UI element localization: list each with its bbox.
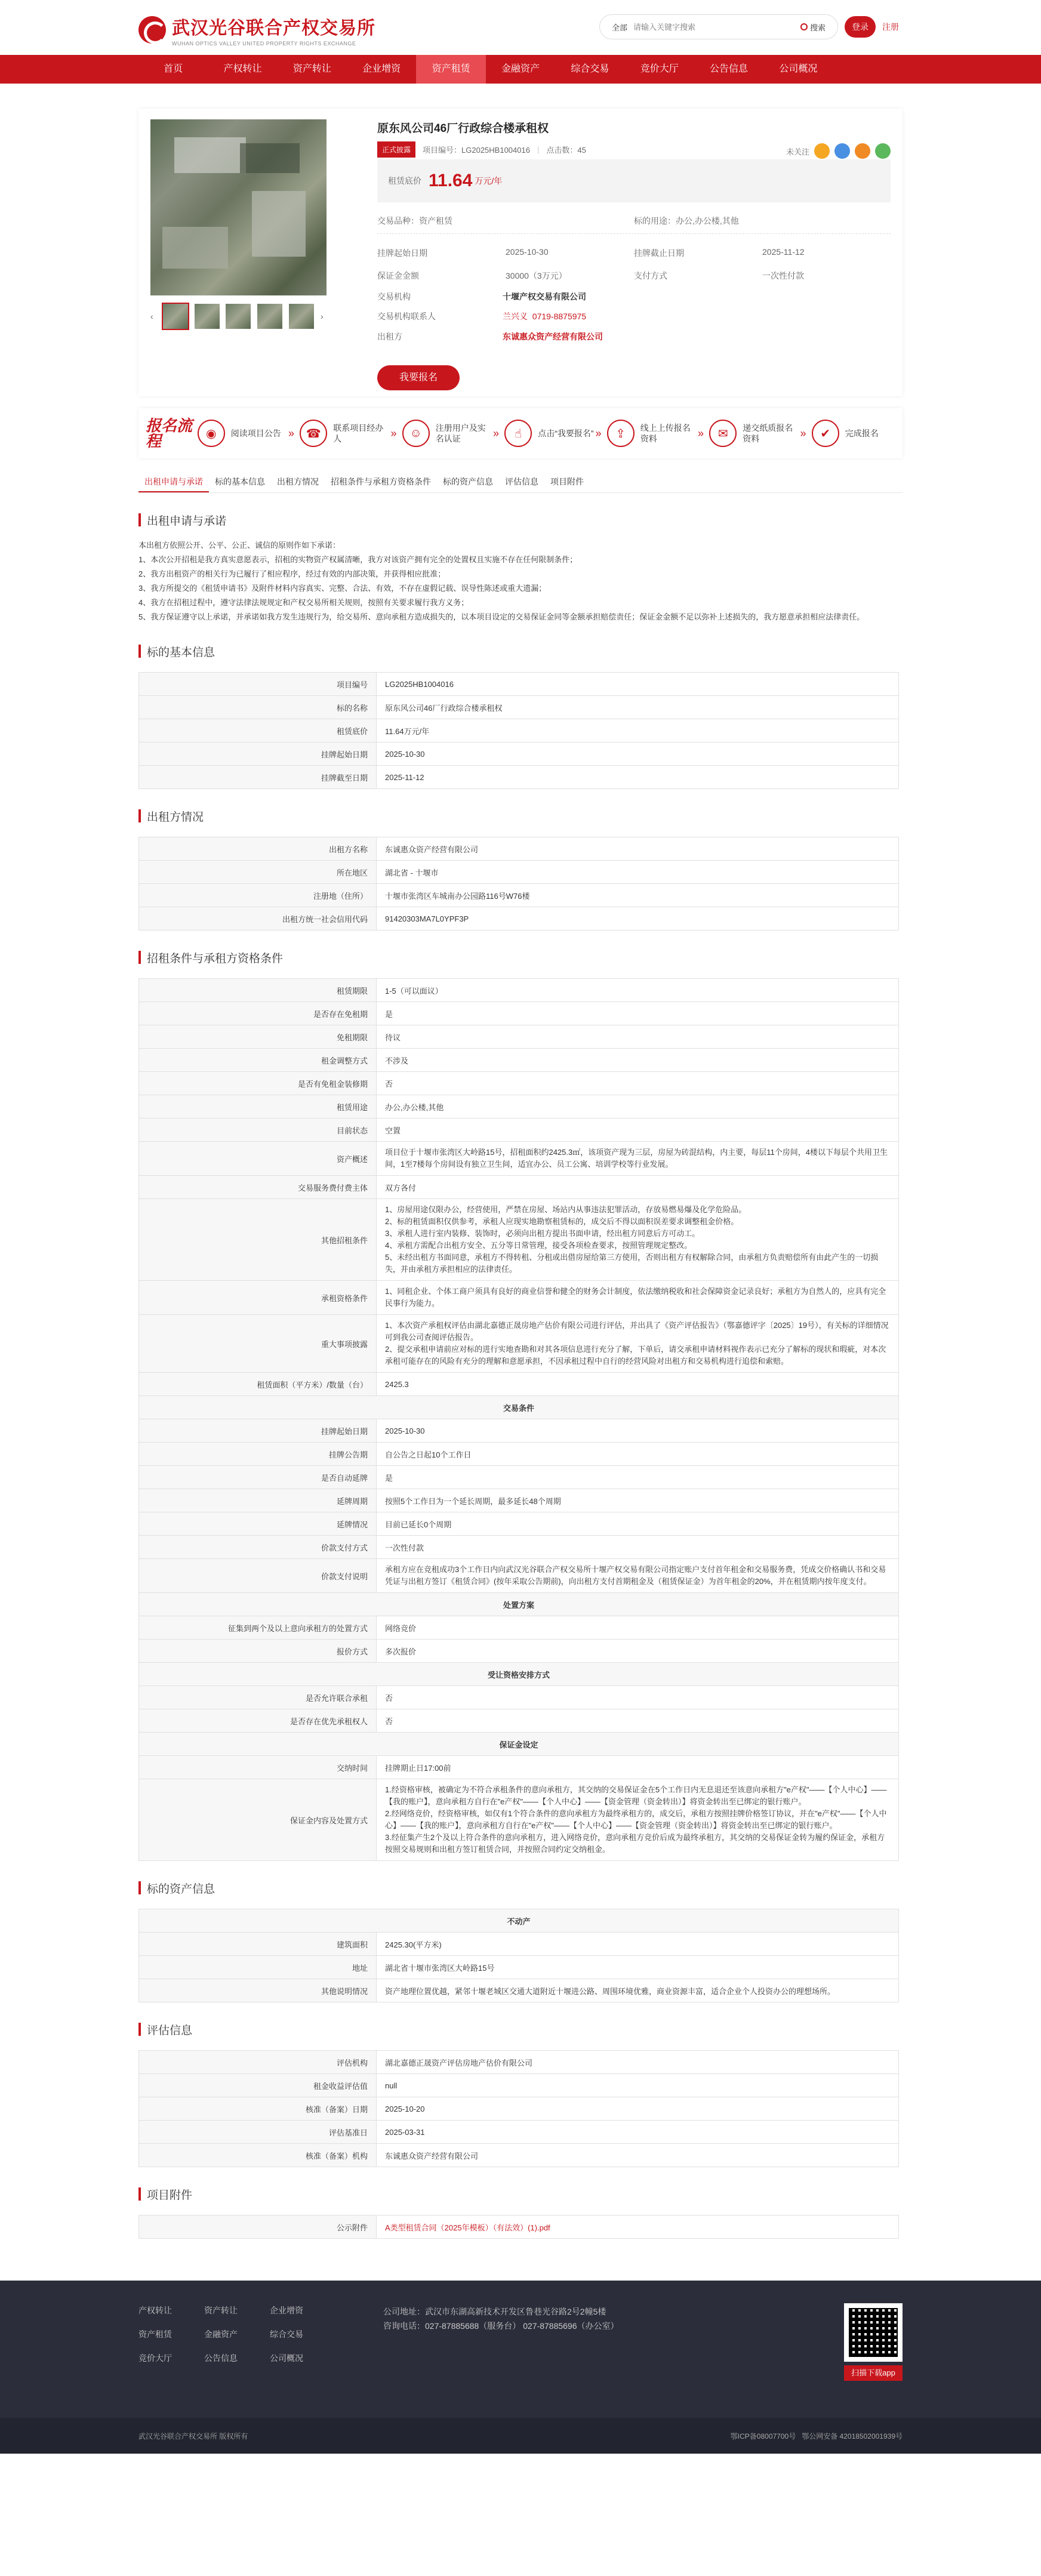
table-key: 是否自动延牌	[139, 1466, 377, 1489]
nav-item[interactable]: 产权转让	[223, 64, 262, 74]
table-value: 湖北省十堰市张湾区大岭路15号	[377, 1956, 899, 1979]
use-value: 办公,办公楼,其他	[676, 216, 739, 226]
table-row	[139, 1025, 899, 1049]
table-row	[139, 1779, 899, 1861]
table-key: 挂牌截至日期	[139, 766, 377, 789]
contact-name: 兰兴义	[503, 312, 528, 321]
search-type-select[interactable]: 全部	[612, 23, 628, 32]
download-app-button[interactable]: 扫描下载app	[844, 2365, 903, 2381]
collect-button[interactable]: 未关注	[786, 147, 809, 156]
table-value: 原东风公司46厂行政综合楼承租权	[377, 696, 899, 719]
footer-phone: 咨询电话：027-87885688（服务台） 027-87885696（办公室）	[383, 2321, 619, 2331]
table-key: 交纳时间	[139, 1756, 377, 1779]
table-key: 其他说明情况	[139, 1979, 377, 2002]
nav-item[interactable]: 公告信息	[710, 64, 749, 74]
table-key: 租金收益评估值	[139, 2074, 377, 2097]
table-value: 1、本次资产承租权评估由湖北嘉德正晟房地产估价有限公司进行评估，并出具了《资产评估报告》（鄂嘉德评字〔2025〕19号），有关标的详细情况可到我公司查阅评估报告。 2、提交承租申请前应对标的进行实地查勘和对其各项信息进行充分了解，下单后，请交承租申请材料视作表示已充分了解标的现状和瑕疵，对本次承租可能存在的风险有充分的理解和意愿承担，不因承租过程中自行的经营风险对出租方和交易机构进行追偿和索赔。	[377, 1315, 899, 1373]
table-value: 按照5个工作日为一个延长周期，最多延长48个周期	[377, 1489, 899, 1512]
nav-item[interactable]: 金融资产	[501, 64, 540, 74]
table-value: 网络竞价	[377, 1616, 899, 1640]
table-key: 挂牌起始日期	[139, 742, 377, 766]
table-value: 一次性付款	[377, 1536, 899, 1559]
table-row	[139, 1095, 899, 1118]
end-date-label: 挂牌截止日期	[634, 248, 684, 258]
section-conditions	[138, 948, 903, 1861]
main-nav	[0, 55, 1041, 84]
pay-method-label: 支付方式	[634, 271, 667, 281]
table-value: 是	[377, 1002, 899, 1025]
weibo-share-icon[interactable]	[834, 143, 850, 159]
table-value: 目前已延长0个周期	[377, 1512, 899, 1536]
footer-link[interactable]: 竞价大厅	[138, 2353, 172, 2363]
table-key: 重大事项披露	[139, 1315, 377, 1373]
table-row	[139, 1616, 899, 1640]
promise-line: 4、我方在招租过程中，遵守法律法规规定和产权交易所相关规则，按照有关要求履行我方义务；	[138, 598, 469, 607]
project-detail: ‹ › 原东风公司46厂行政综合楼承租权 正式披露 项目编号：LG2025HB1004016 | 点击数：45 未关注 租赁底价 11.64 万元/年 交易品种：资产租赁 标的用途：办公,办公楼,其他 挂牌起始日期 2025-10-30 挂牌截止日期 2025-11-12 保证金金额 30000（3万元） 支付方式 一次性付款 交易机构 十堰产权交易有限公司 交易机构联系人 兰兴义 0719-8875975 出租方 东诚惠众资产经营有限公司 我要报名	[138, 109, 903, 396]
apply-process	[138, 408, 903, 458]
table-key: 租赁底价	[139, 719, 377, 742]
table-row	[139, 1640, 899, 1663]
nav-item[interactable]: 竞价大厅	[640, 64, 679, 74]
footer-link[interactable]: 产权转让	[138, 2306, 172, 2315]
process-step-icon: ⇪	[607, 420, 635, 447]
logo-title: 武汉光谷联合产权交易所	[172, 19, 375, 38]
copyright: 武汉光谷联合产权交易所 版权所有	[138, 2432, 248, 2441]
table-row	[139, 719, 899, 742]
table-value: 湖北嘉德正晟资产评估房地产估价有限公司	[377, 2051, 899, 2074]
table-key: 租金调整方式	[139, 1049, 377, 1072]
table-value: 11.64万元/年	[377, 719, 899, 742]
table-key: 出租方名称	[139, 837, 377, 861]
wechat-share-icon[interactable]	[875, 143, 891, 159]
nav-item[interactable]: 资产租赁	[416, 55, 485, 84]
section-title: 评估信息	[147, 2024, 193, 2037]
table-value: 空置	[377, 1118, 899, 1142]
trade-type-value: 资产租赁	[419, 216, 452, 226]
logo-icon	[138, 16, 166, 44]
table-row	[139, 1315, 899, 1373]
table-value: 2425.30(平方米)	[377, 1933, 899, 1956]
tab-item[interactable]: 评估信息	[505, 477, 538, 486]
lessor-label: 出租方	[377, 332, 402, 341]
share-bar	[786, 143, 891, 159]
promise-line: 本出租方依照公开、公平、公正、诚信的原则作如下承诺：	[138, 541, 341, 550]
process-step-label: 联系项目经办人	[333, 423, 384, 443]
table-key: 是否存在免租期	[139, 1002, 377, 1025]
status-badge: 正式披露	[377, 141, 415, 158]
thumb-prev-icon[interactable]: ‹	[150, 312, 153, 321]
table-key: 其他招租条件	[139, 1199, 377, 1281]
search-box	[599, 14, 838, 39]
nav-item[interactable]: 首页	[164, 64, 183, 74]
table-key: 资产概述	[139, 1142, 377, 1176]
table-group-header: 保证金设定	[139, 1733, 899, 1756]
table-value: 否	[377, 1709, 899, 1733]
promise-line: 1、本次公开招租是我方真实意愿表示，招租的实物资产权属清晰，我方对该资产拥有完全的处置权且实施不存在任何限制条件；	[138, 555, 578, 564]
project-number: 项目编号：LG2025HB1004016	[423, 146, 530, 155]
process-step-icon: ✔	[812, 420, 839, 447]
lessor-value: 东诚惠众资产经营有限公司	[503, 332, 603, 341]
table-value	[377, 2216, 899, 2239]
tab-item[interactable]: 出租申请与承诺	[138, 470, 209, 492]
table-key: 报价方式	[139, 1640, 377, 1663]
arrow-icon: »	[697, 427, 704, 439]
table-value: 东诚惠众资产经营有限公司	[377, 2144, 899, 2167]
section-title: 招租条件与承租方资格条件	[147, 952, 284, 965]
search-input[interactable]	[633, 23, 789, 32]
table-value: 是	[377, 1466, 899, 1489]
table-row	[139, 1512, 899, 1536]
process-step-icon: ☝	[504, 420, 532, 447]
contact-phone[interactable]: 0719-8875975	[532, 312, 587, 321]
section-title: 标的基本信息	[147, 646, 215, 659]
section-title: 标的资产信息	[147, 1882, 215, 1896]
footer-link[interactable]: 资产租赁	[138, 2330, 172, 2339]
nav-item[interactable]: 企业增资	[362, 64, 401, 74]
table-row	[139, 2074, 899, 2097]
tab-item[interactable]: 出租方情况	[277, 477, 319, 486]
process-step-icon: ☎	[300, 420, 327, 447]
table-row	[139, 696, 899, 719]
table-key: 延牌周期	[139, 1489, 377, 1512]
table-row	[139, 1663, 899, 1686]
thumbnail[interactable]	[257, 304, 282, 329]
qzone-share-icon[interactable]	[855, 143, 870, 159]
section-promise	[138, 511, 903, 624]
table-row	[139, 837, 899, 861]
table-value: 1.经资格审核，被确定为不符合承租条件的意向承租方，其交纳的交易保证金在5个工作日内无息退还至该意向承租方"e产权"——【个人中心】——【我的账户】，意向承租方自行在"e产权"——【个人中心】——【资金管理（资金转出）】将资金转出至已绑定的银行账户。 2.经网络竞价，经资格审核，如仅有1个符合条件的意向承租方为最终承租方的，成交后，承租方按照挂牌价格签订协议，并在"e产权"——【个人中心】——【我的账户】，意向承租方自行在"e产权"——【个人中心】——【资金管理（资金转出）】将资金转出至已绑定的银行账户。 3.经征集产生2个及以上符合条件的意向承租方，进入网络竞价，意向承租方竞价后成为最终承租方，其交纳的交易保证金转为履约保证金，承租方按照交易规则和出租方签订租赁合同，并按照合同约定交纳租金。	[377, 1779, 899, 1861]
table-key: 目前状态	[139, 1118, 377, 1142]
app-qr-code	[844, 2303, 903, 2362]
arrow-icon: »	[492, 427, 499, 439]
table-row	[139, 2051, 899, 2074]
process-step	[709, 420, 800, 447]
table-value: 东诚惠众资产经营有限公司	[377, 837, 899, 861]
thumbnail-strip	[150, 304, 327, 329]
section-basic	[138, 642, 903, 789]
footer-links	[138, 2304, 335, 2364]
thumbnail[interactable]	[195, 304, 220, 329]
end-date-value: 2025-11-12	[762, 247, 805, 257]
thumbnail[interactable]	[289, 304, 314, 329]
footer-link[interactable]: 企业增资	[270, 2306, 303, 2315]
table-row	[139, 1142, 899, 1176]
section-asset	[138, 1879, 903, 2002]
table-row	[139, 1419, 899, 1443]
table-row	[139, 1593, 899, 1616]
table-key: 建筑面积	[139, 1933, 377, 1956]
site-logo[interactable]	[138, 13, 375, 47]
table-value: 办公,办公楼,其他	[377, 1095, 899, 1118]
process-step	[198, 420, 288, 447]
table-value: LG2025HB1004016	[377, 673, 899, 696]
table-row	[139, 861, 899, 884]
table-value: 2025-10-30	[377, 1419, 899, 1443]
arrow-icon: »	[595, 427, 602, 439]
table-key: 注册地（住所）	[139, 884, 377, 907]
table-key: 保证金内容及处置方式	[139, 1779, 377, 1861]
footer-link[interactable]: 金融资产	[204, 2330, 238, 2339]
table-row	[139, 907, 899, 930]
site-header	[0, 0, 1041, 55]
tab-item[interactable]: 标的基本信息	[215, 477, 265, 486]
table-value: 2025-11-12	[377, 766, 899, 789]
table-value: 1、房屋用途仅限办公，经营使用，严禁在房屋、场站内从事违法犯罪活动，存放易燃易爆及化学危险品。 2、标的租赁面积仅供参考，承租人应现实地勘察租赁标的，成交后不得以面积误差要求调整租金价格。 3、承租人进行室内装修、装饰时，必须向出租方提出书面申请，经出租方同意后方可动工。 4、承租方需配合出租方安全、五分等日常管理，接受各项检查要求，按照管理规定整改。 5、未经出租方书面同意，承租方不得转租、分租或出借房屋给第三方使用，否则出租方有权解除合同，由承租方负责赔偿所有由此产生的一切损失，并由承租方承担相应的法律责任。	[377, 1199, 899, 1281]
table-value: 不涉及	[377, 1049, 899, 1072]
qq-share-icon[interactable]	[814, 143, 830, 159]
section-title: 出租方情况	[147, 811, 204, 824]
process-step-label: 递交纸质报名资料	[743, 423, 793, 443]
table-row	[139, 1709, 899, 1733]
table-key: 地址	[139, 1956, 377, 1979]
footer-address: 公司地址：武汉市东湖高新技术开发区鲁巷光谷路2号2幢5楼	[383, 2307, 606, 2316]
table-key: 所在地区	[139, 861, 377, 884]
table-row	[139, 1072, 899, 1095]
table-row	[139, 2144, 899, 2167]
process-step	[300, 420, 390, 447]
footer-link[interactable]: 公司概况	[270, 2353, 303, 2363]
tab-item[interactable]: 项目附件	[550, 477, 584, 486]
start-date-label: 挂牌起始日期	[377, 248, 427, 258]
table-row	[139, 1909, 899, 1933]
table-row	[139, 1373, 899, 1396]
table-row	[139, 884, 899, 907]
table-key: 是否允许联合承租	[139, 1686, 377, 1709]
process-step	[402, 420, 493, 447]
table-row	[139, 1176, 899, 1199]
table-key: 交易服务费付费主体	[139, 1176, 377, 1199]
table-row	[139, 2121, 899, 2144]
process-step-label: 完成报名	[845, 429, 879, 438]
table-key: 承租资格条件	[139, 1281, 377, 1315]
table-row	[139, 1002, 899, 1025]
table-value: 1、同租企业、个体工商户须具有良好的商业信誉和健全的财务会计制度，依法缴纳税收和社会保障资金记录良好；承租方为自然人的，应具有完全民事行为能力。	[377, 1281, 899, 1315]
process-step-label: 线上上传报名资料	[640, 423, 691, 443]
table-value: 挂牌期止日17:00前	[377, 1756, 899, 1779]
thumbnail[interactable]	[163, 304, 188, 329]
process-step-icon: ✉	[709, 420, 737, 447]
price-label: 租赁底价	[388, 176, 421, 186]
section-lessor	[138, 807, 903, 930]
table-value: null	[377, 2074, 899, 2097]
promise-line: 2、我方出租资产的相关行为已履行了相应程序，经过有效的内部决策，并获得相应批准；	[138, 569, 446, 578]
table-key: 标的名称	[139, 696, 377, 719]
table-key: 价款支付说明	[139, 1559, 377, 1593]
project-title: 原东风公司46厂行政综合楼承租权	[377, 122, 549, 135]
table-key: 评估机构	[139, 2051, 377, 2074]
table-key: 公示附件	[139, 2216, 377, 2239]
table-key: 出租方统一社会信用代码	[139, 907, 377, 930]
footer-bottom	[0, 2418, 1041, 2454]
table-row	[139, 1281, 899, 1315]
table-value: 湖北省 - 十堰市	[377, 861, 899, 884]
table-key: 租赁面积（平方米）/数量（台）	[139, 1373, 377, 1396]
process-title: 报名流程	[146, 417, 193, 450]
footer-link[interactable]: 综合交易	[270, 2330, 303, 2339]
search-icon	[800, 23, 808, 30]
table-row	[139, 1933, 899, 1956]
process-step-icon: ☺	[402, 420, 430, 447]
logo-subtitle: WUHAN OPTICS VALLEY UNITED PROPERTY RIGHTS EXCHANGE	[172, 41, 356, 47]
table-value: 否	[377, 1072, 899, 1095]
table-row	[139, 1443, 899, 1466]
table-key: 价款支付方式	[139, 1536, 377, 1559]
table-group-header: 处置方案	[139, 1593, 899, 1616]
table-key: 项目编号	[139, 673, 377, 696]
use-label: 标的用途：	[634, 216, 676, 226]
table-row	[139, 979, 899, 1002]
table-key: 征集到两个及以上意向承租方的处置方式	[139, 1616, 377, 1640]
table-key: 是否有免租金装修期	[139, 1072, 377, 1095]
trade-type-label: 交易品种：	[377, 216, 419, 226]
table-value: 资产地理位置优越，紧邻十堰老城区交通大道附近十堰进公路、周围环境优雅，商业资源丰富，适合企业个人投资办公的理想场所。	[377, 1979, 899, 2002]
process-step-icon: ◉	[198, 420, 225, 447]
register-button[interactable]: 注册	[882, 22, 899, 32]
table-value: 否	[377, 1686, 899, 1709]
nav-item[interactable]: 资产转让	[292, 64, 331, 74]
process-step	[607, 420, 698, 447]
table-key: 核准（备案）机构	[139, 2144, 377, 2167]
price-unit: 万元/年	[475, 176, 503, 186]
org-value: 十堰产权交易有限公司	[503, 292, 586, 301]
detail-tabs	[138, 470, 903, 493]
table-group-header: 交易条件	[139, 1396, 899, 1419]
deposit-label: 保证金金额	[377, 271, 419, 281]
price-bar	[377, 159, 891, 202]
table-value: 双方各付	[377, 1176, 899, 1199]
deposit-value: 30000（3万元）	[506, 271, 567, 281]
promise-line: 5、我方保证遵守以上承诺，并承诺如我方发生违规行为，给交易所、意向承租方造成损失的，以本项目设定的交易保证金同等金额承担赔偿责任；保证金金额不足以弥补上述损失的，我方愿意承担相应法律责任。	[138, 612, 865, 621]
process-step-label: 注册用户及实名认证	[435, 423, 486, 443]
table-value: 2025-10-20	[377, 2097, 899, 2121]
org-label: 交易机构	[377, 292, 411, 301]
table-group-header: 受让资格安排方式	[139, 1663, 899, 1686]
table-key: 核准（备案）日期	[139, 2097, 377, 2121]
table-value: 待议	[377, 1025, 899, 1049]
start-date-value: 2025-10-30	[506, 247, 549, 257]
table-key: 是否存在优先承租权人	[139, 1709, 377, 1733]
table-row	[139, 1733, 899, 1756]
section-title: 出租申请与承诺	[147, 514, 227, 528]
contact-label: 交易机构联系人	[377, 312, 436, 321]
process-step	[504, 420, 595, 447]
promise-line: 3、我方所提交的《租赁申请书》及附件材料内容真实、完整、合法、有效，不存在虚假记载、误导性陈述或重大遗漏；	[138, 584, 547, 593]
site-footer	[0, 2281, 1041, 2418]
table-key: 评估基准日	[139, 2121, 377, 2144]
table-key: 免租期限	[139, 1025, 377, 1049]
tab-item[interactable]: 招租条件与承租方资格条件	[331, 477, 431, 486]
pay-method-value: 一次性付款	[762, 271, 804, 281]
table-row	[139, 673, 899, 696]
process-step-label: 阅读项目公告	[230, 429, 281, 438]
process-step-label: 点击“我要报名”	[538, 429, 594, 438]
promise-text	[138, 538, 903, 624]
arrow-icon: »	[288, 427, 294, 439]
nav-item[interactable]: 公司概况	[779, 64, 818, 74]
view-count: 点击数：45	[546, 146, 586, 155]
tab-item[interactable]: 标的资产信息	[443, 477, 493, 486]
table-value: 1-5（可以面议）	[377, 979, 899, 1002]
footer-link[interactable]: 资产转让	[204, 2306, 238, 2315]
table-row	[139, 1536, 899, 1559]
section-evaluation	[138, 2020, 903, 2167]
table-row	[139, 1118, 899, 1142]
table-row	[139, 1489, 899, 1512]
section-title: 项目附件	[147, 2189, 193, 2202]
table-row	[139, 1559, 899, 1593]
arrow-icon: »	[390, 427, 397, 439]
table-row	[139, 1396, 899, 1419]
table-row	[139, 742, 899, 766]
nav-item[interactable]: 综合交易	[571, 64, 609, 74]
login-button[interactable]: 登录	[845, 16, 876, 38]
process-step	[812, 420, 903, 447]
arrow-icon: »	[800, 427, 806, 439]
table-row	[139, 1979, 899, 2002]
police-link[interactable]: 鄂公网安备 42018502001939号	[802, 2432, 903, 2441]
table-row	[139, 1049, 899, 1072]
table-key: 挂牌公告期	[139, 1443, 377, 1466]
table-value: 十堰市张湾区车城南办公园路116号W76楼	[377, 884, 899, 907]
search-button[interactable]: 搜索	[789, 21, 837, 33]
table-key: 延牌情况	[139, 1512, 377, 1536]
table-value: 2025-03-31	[377, 2121, 899, 2144]
table-row	[139, 1956, 899, 1979]
table-row	[139, 1466, 899, 1489]
table-row	[139, 2097, 899, 2121]
table-value: 2425.3	[377, 1373, 899, 1396]
table-value: 自公告之日起10个工作日	[377, 1443, 899, 1466]
table-value: 承租方应在竞租成功3个工作日内向武汉光谷联合产权交易所十堰产权交易有限公司指定账户支付首年租金和交易服务费，凭成交价格确认书和交易凭证与出租方签订《租赁合同》(按年采取公告期前)，向出租方支付首期租金及（租赁保证金）为首年租金的20%，并在租赁期内按年度支付。	[377, 1559, 899, 1593]
table-key: 租赁期限	[139, 979, 377, 1002]
project-main-image[interactable]	[150, 119, 327, 295]
price-value: 11.64	[429, 171, 473, 190]
table-value: 项目位于十堰市张湾区大岭路15号，招租面积约2425.3㎡，该项资产现为三层，房屋为砖混结构，内主要，每层11个房间，4楼以下每层个共用卫生间，1至7楼每个房间设有独立卫生间，适宜办公、员工公寓、培训学校等行业发展。	[377, 1142, 899, 1176]
attachment-link[interactable]: A类型租赁合同（2025年模板）（有法效）(1).pdf	[385, 2223, 550, 2232]
table-key: 挂牌起始日期	[139, 1419, 377, 1443]
table-key: 租赁用途	[139, 1095, 377, 1118]
table-value: 2025-10-30	[377, 742, 899, 766]
thumb-next-icon[interactable]: ›	[320, 312, 324, 321]
table-value: 多次报价	[377, 1640, 899, 1663]
table-row	[139, 766, 899, 789]
table-row	[139, 2216, 899, 2239]
section-attachments	[138, 2185, 903, 2239]
table-row	[139, 1756, 899, 1779]
table-row	[139, 1199, 899, 1281]
table-row	[139, 1686, 899, 1709]
table-value: 91420303MA7L0YPF3P	[377, 907, 899, 930]
table-group-header: 不动产	[139, 1909, 899, 1933]
thumbnail[interactable]	[226, 304, 251, 329]
apply-button[interactable]: 我要报名	[377, 365, 460, 390]
icp-link[interactable]: 鄂ICP备08007700号	[730, 2432, 796, 2441]
footer-link[interactable]: 公告信息	[204, 2353, 238, 2363]
